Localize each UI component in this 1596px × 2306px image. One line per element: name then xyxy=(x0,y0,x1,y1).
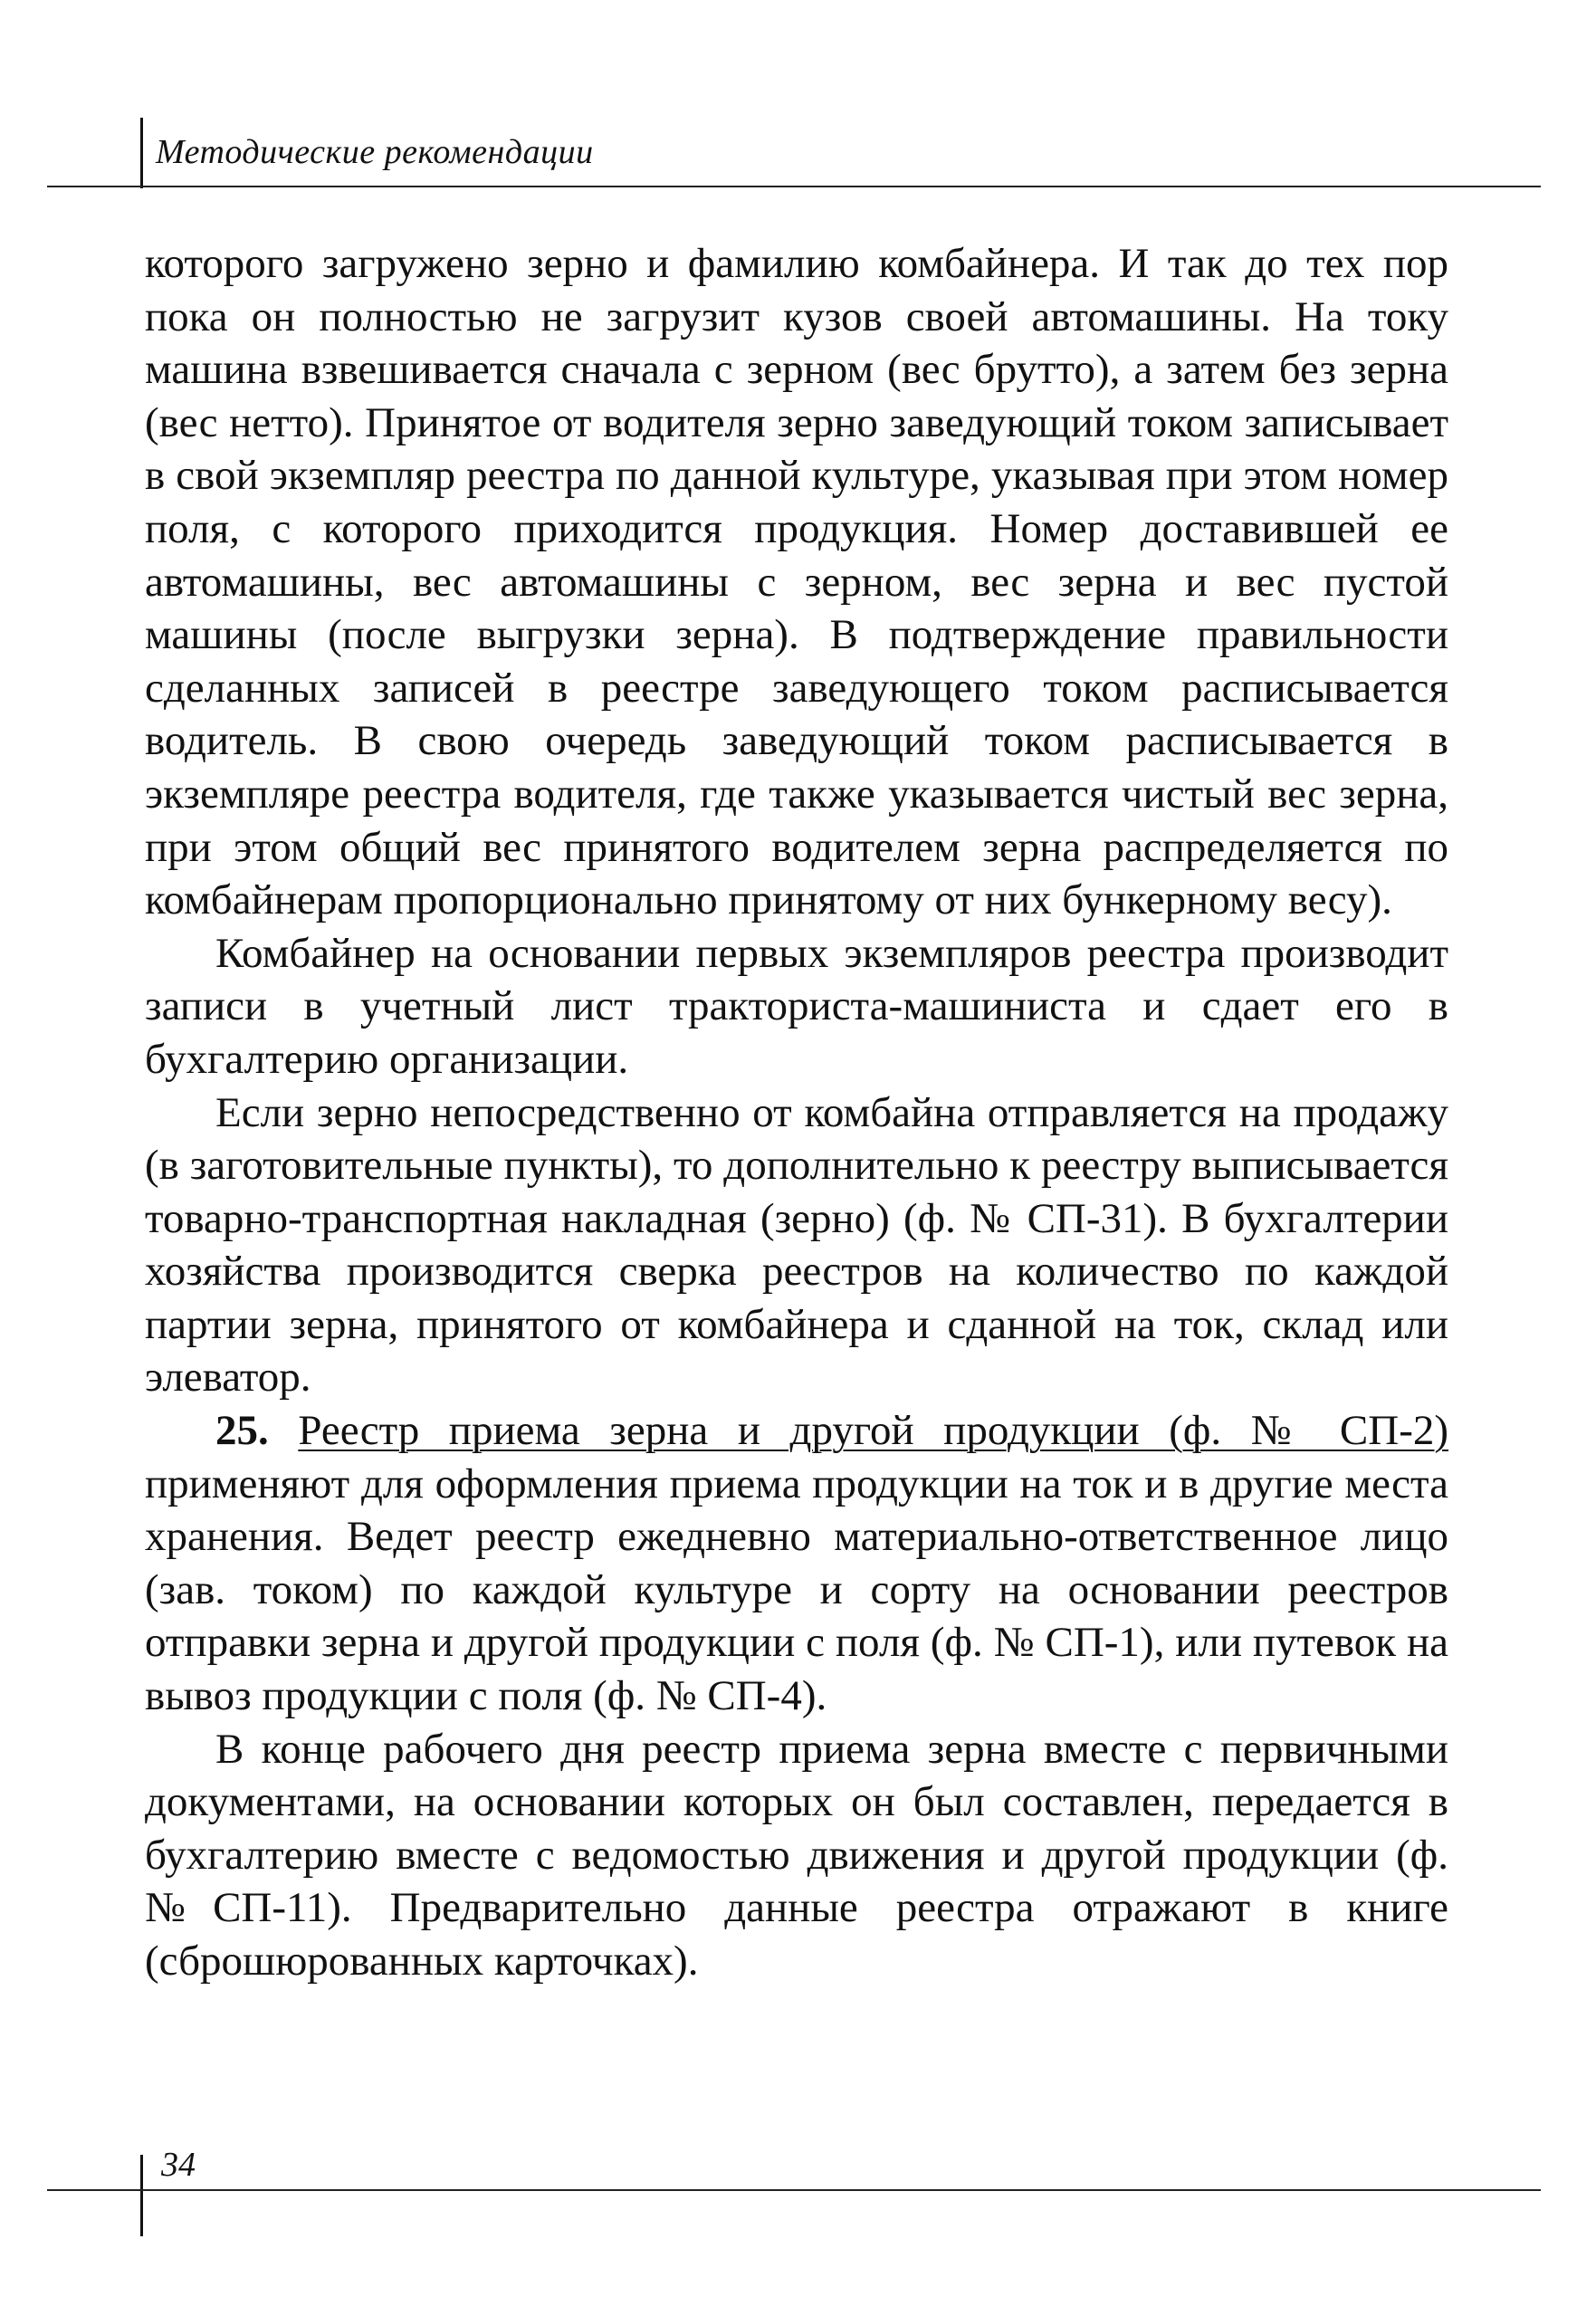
section-number: 25. xyxy=(215,1407,269,1455)
paragraph-4 xyxy=(145,1404,1448,1723)
paragraph-3: Если зерно непосредственно от комбайна отправляется на продажу (в заготовительные пункты), то дополнительно к реестру выписывается товарно-транспортная накладная (зерно) (ф. № СП-31). В бухгалтерии хозяйства производится сверка реестров на количество по каждой партии зерна, принятого от комбайнера и сданной на ток, склад или элеватор. xyxy=(145,1088,1448,1402)
header-horizontal-rule xyxy=(47,186,1541,187)
section-text: применяют для оформления приема продукции на ток и в другие места хранения. Ведет реестр ежедневно материально-ответственное лицо (зав. током) по каждой культуре и сорту на основании реестров отправки зерна и другой продукции с поля (ф. № СП-1), или путевок на вывоз продукции с поля (ф. № СП-4). xyxy=(145,1459,1448,1720)
paragraph-2: Комбайнер на основании первых экземпляров реестра производит записи в учетный лист тракториста-машиниста и сдает его в бухгалтерию организации. xyxy=(145,929,1448,1083)
page-number: 34 xyxy=(161,2146,196,2184)
section-title: Реестр приема зерна и другой продукции (ф. № СП-2) xyxy=(298,1407,1448,1455)
paragraph-5: В конце рабочего дня реестр приема зерна вместе с первичными документами, на основании которых он был составлен, передается в бухгалтерию вместе с ведомостью движения и другой продукции (ф. №СП-11). Предварительно данные реестра отражают в книге (сброшюрованных карточках). xyxy=(145,1725,1448,1985)
paragraph-1: которого загружено зерно и фамилию комбайнера. И так до тех пор пока он полностью не загрузит кузов своей автомашины. На току машина взвешивается сначала с зерном (вес брутто), а затем без зерна (вес нетто). Принятое от водителя зерно заведующий током записывает в свой экземпляр реестра по данной культуре, указывая при этом номер поля, с которого приходится продукция. Номер доставившей ее автомашины, вес автомашины с зерном, вес зерна и вес пустой машины (после выгрузки зерна). В подтверждение правильности сделанных записей в реестре заведующего током расписывается водитель. В свою очередь заведующий током расписывается в экземпляре реестра водителя, где также указывается чистый вес зерна, при этом общий вес принятого водителем зерна распределяется по комбайнерам пропорционально принятому от них бункерному весу). xyxy=(145,240,1448,924)
header-vertical-rule xyxy=(140,118,143,188)
footer-vertical-rule xyxy=(140,2155,143,2236)
running-header: Методические рекомендации xyxy=(156,133,594,171)
footer-horizontal-rule xyxy=(47,2189,1541,2191)
body-text xyxy=(145,237,1448,1988)
